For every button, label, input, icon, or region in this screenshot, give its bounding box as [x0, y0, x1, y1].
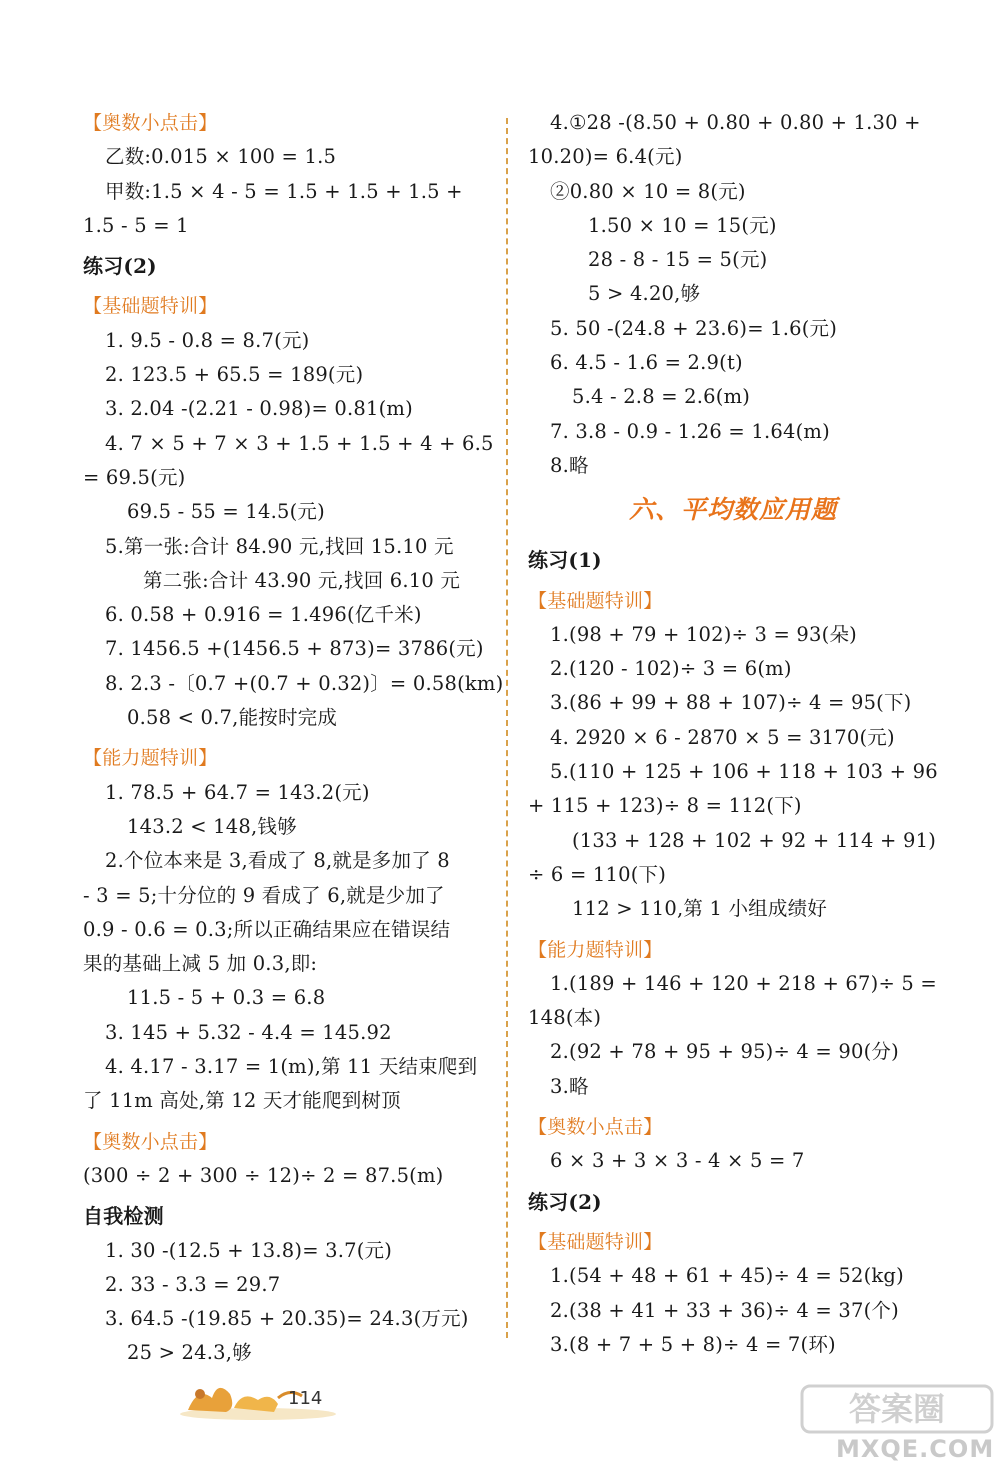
- answer-line: 2.个位本来是 3,看成了 8,就是多加了 8: [105, 849, 450, 873]
- answer-line: 1.(54 + 48 + 61 + 45)÷ 4 = 52(kg): [550, 1264, 904, 1288]
- answer-line: 3. 64.5 -(19.85 + 20.35)= 24.3(万元): [105, 1307, 469, 1331]
- column-divider: [506, 118, 508, 1338]
- answer-line: 69.5 - 55 = 14.5(元): [127, 500, 325, 524]
- subsection-label: 【基础题特训】: [83, 295, 218, 318]
- subsection-label: 【奥数小点击】: [83, 112, 218, 134]
- answer-line: 3. 2.04 -(2.21 - 0.98)= 0.81(m): [105, 397, 413, 421]
- answer-line: 果的基础上减 5 加 0.3,即:: [83, 952, 318, 976]
- svg-text:答案圈: 答案圈: [848, 1390, 946, 1428]
- subsection-label: 【能力题特训】: [83, 747, 218, 770]
- answer-line: 3. 145 + 5.32 - 4.4 = 145.92: [105, 1020, 392, 1044]
- answer-line: 28 - 8 - 15 = 5(元): [588, 248, 768, 272]
- answer-line: 7. 3.8 - 0.9 - 1.26 = 1.64(m): [550, 419, 830, 443]
- answer-line: (300 ÷ 2 + 300 ÷ 12)÷ 2 = 87.5(m): [83, 1163, 444, 1187]
- answer-line: 143.2 < 148,钱够: [127, 814, 297, 838]
- answer-line: 乙数:0.015 × 100 = 1.5: [105, 145, 337, 169]
- answer-line: 1. 30 -(12.5 + 13.8)= 3.7(元): [105, 1238, 393, 1262]
- answer-line: 5. 50 -(24.8 + 23.6)= 1.6(元): [550, 316, 838, 340]
- answer-line: 3.略: [550, 1074, 589, 1098]
- subsection-label: 【基础题特训】: [528, 1230, 663, 1253]
- answer-line: ÷ 6 = 110(下): [528, 862, 667, 886]
- answer-line: 6. 4.5 - 1.6 = 2.9(t): [550, 351, 743, 375]
- answer-line: 2.(38 + 41 + 33 + 36)÷ 4 = 37(个): [550, 1298, 899, 1322]
- answer-line: 3.(8 + 7 + 5 + 8)÷ 4 = 7(环): [550, 1332, 836, 1356]
- answer-line: 8.略: [550, 453, 589, 477]
- answer-line: 2.(92 + 78 + 95 + 95)÷ 4 = 90(分): [550, 1040, 899, 1064]
- answer-line: 1.50 × 10 = 15(元): [588, 213, 777, 237]
- section-heading: 练习(1): [528, 548, 602, 573]
- answer-line: 1.(189 + 146 + 120 + 218 + 67)÷ 5 =: [550, 971, 937, 995]
- answer-line: 11.5 - 5 + 0.3 = 6.8: [127, 986, 326, 1010]
- subsection-label: 【基础题特训】: [528, 589, 663, 612]
- answer-line: 6 × 3 + 3 × 3 - 4 × 5 = 7: [550, 1149, 805, 1173]
- answer-line: 1.(98 + 79 + 102)÷ 3 = 93(朵): [550, 622, 857, 646]
- answer-line: 5.4 - 2.8 = 2.6(m): [572, 385, 751, 409]
- answer-line: 1. 78.5 + 64.7 = 143.2(元): [105, 780, 370, 804]
- watermark-text: MXQE.COM: [836, 1435, 995, 1463]
- answer-line: 112 > 110,第 1 小组成绩好: [572, 897, 827, 921]
- answer-line: - 3 = 5;十分位的 9 看成了 6,就是少加了: [83, 883, 445, 907]
- answer-line: 148(本): [528, 1006, 602, 1030]
- answer-line: 5 > 4.20,够: [588, 282, 701, 306]
- answer-line: 2. 123.5 + 65.5 = 189(元): [105, 363, 364, 387]
- answer-line: 3.(86 + 99 + 88 + 107)÷ 4 = 95(下): [550, 691, 912, 715]
- answer-line: 第二张:合计 43.90 元,找回 6.10 元: [143, 568, 461, 592]
- answer-line: 7. 1456.5 +(1456.5 + 873)= 3786(元): [105, 637, 484, 661]
- answer-line: 8. 2.3 -〔0.7 +(0.7 + 0.32)〕= 0.58(km): [105, 671, 504, 695]
- subsection-label: 【奥数小点击】: [83, 1130, 218, 1153]
- left-column: [83, 106, 504, 1371]
- answer-line: 0.9 - 0.6 = 0.3;所以正确结果应在错误结: [83, 917, 451, 941]
- right-column: [528, 106, 938, 1362]
- section-heading: 练习(2): [83, 254, 157, 279]
- answer-line: 10.20)= 6.4(元): [528, 145, 683, 169]
- answer-line: 5.第一张:合计 84.90 元,找回 15.10 元: [105, 534, 454, 558]
- answer-line: 1. 9.5 - 0.8 = 8.7(元): [105, 328, 310, 352]
- answer-line: = 69.5(元): [83, 465, 186, 489]
- answer-line: ②0.80 × 10 = 8(元): [550, 179, 746, 203]
- answer-line: 2.(120 - 102)÷ 3 = 6(m): [550, 657, 792, 681]
- answer-line: 0.58 < 0.7,能按时完成: [127, 706, 338, 730]
- page-number: 114: [288, 1388, 323, 1409]
- section-heading: 自我检测: [83, 1204, 164, 1229]
- answer-line: 6. 0.58 + 0.916 = 1.496(亿千米): [105, 603, 422, 627]
- answer-line: 了 11m 高处,第 12 天才能爬到树顶: [83, 1089, 401, 1113]
- chapter-title: 六、平均数应用题: [628, 495, 837, 525]
- answer-line: 甲数:1.5 × 4 - 5 = 1.5 + 1.5 + 1.5 +: [105, 179, 463, 203]
- answer-line: (133 + 128 + 102 + 92 + 114 + 91): [572, 828, 936, 852]
- answer-line: 5.(110 + 125 + 106 + 118 + 103 + 96: [550, 760, 938, 784]
- answer-line: + 115 + 123)÷ 8 = 112(下): [528, 794, 802, 818]
- answer-line: 4.①28 -(8.50 + 0.80 + 0.80 + 1.30 +: [550, 111, 921, 134]
- answer-line: 25 > 24.3,够: [127, 1341, 252, 1365]
- answer-line: 4. 7 × 5 + 7 × 3 + 1.5 + 1.5 + 4 + 6.5: [105, 431, 494, 455]
- subsection-label: 【奥数小点击】: [528, 1116, 663, 1139]
- answer-line: 2. 33 - 3.3 = 29.7: [105, 1272, 281, 1296]
- section-heading: 练习(2): [528, 1189, 602, 1214]
- subsection-label: 【能力题特训】: [528, 938, 663, 961]
- answer-line: 1.5 - 5 = 1: [83, 213, 189, 237]
- answer-line: 4. 4.17 - 3.17 = 1(m),第 11 天结束爬到: [105, 1055, 478, 1079]
- answer-line: 4. 2920 × 6 - 2870 × 5 = 3170(元): [550, 725, 895, 749]
